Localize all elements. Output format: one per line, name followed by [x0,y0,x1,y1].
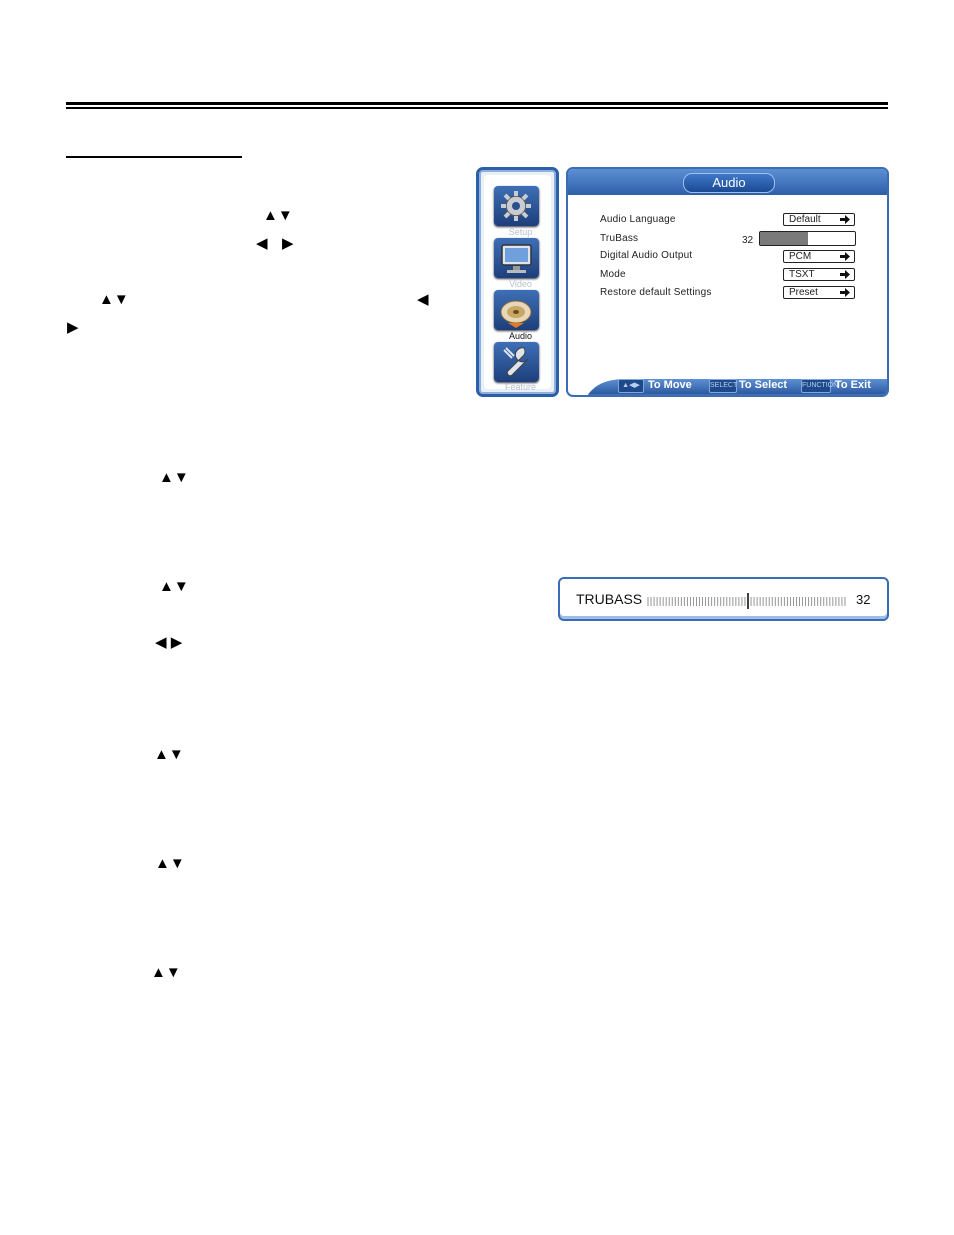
menu-item-audio[interactable] [494,290,539,330]
option-label-restore-default: Restore default Settings [600,287,712,298]
menu-item-feature[interactable] [494,342,539,382]
menu-label-video: Video [509,279,532,289]
trubass-level-ticks[interactable] [647,593,847,609]
digital-audio-output-value: PCM [789,251,812,262]
speaker-icon [494,290,539,330]
audio-panel-title: Audio [683,173,775,193]
left-arrow-icon: ◀ [417,291,429,308]
restore-default-selector[interactable] [783,286,855,299]
updown-arrows-icon: ▲▼ [155,855,185,872]
audio-language-value: Default [789,214,821,225]
section-heading-underline [66,156,242,158]
trubass-bar-label: TRUBASS [576,591,643,607]
updown-arrows-icon: ▲▼ [154,746,184,763]
digital-audio-output-selector[interactable] [783,250,855,263]
mode-selector[interactable] [783,268,855,281]
footer-exit-text: To Exit [835,379,871,391]
footer-move-text: To Move [648,379,692,391]
trubass-adjust-bar [558,577,889,621]
function-key-label: FUNCTION [801,379,831,393]
option-label-trubass: TruBass [600,233,639,244]
updown-arrows-icon: ▲▼ [151,964,181,981]
arrow-right-icon [840,270,850,279]
right-arrow-icon: ▶ [282,235,294,252]
updown-arrows-icon: ▲▼ [159,578,189,595]
trubass-slider[interactable] [759,231,856,246]
restore-default-value: Preset [789,287,818,298]
audio-settings-panel [566,167,889,397]
option-label-mode: Mode [600,269,626,280]
header-rule-top [66,102,888,105]
select-key-label: SELECT [709,379,737,393]
move-key-icon: ▲◀▶ [618,379,644,393]
gear-icon [494,186,539,226]
arrow-right-icon [840,215,850,224]
footer-select-text: To Select [739,379,788,391]
mode-value: TSXT [789,269,815,280]
menu-item-video[interactable] [494,238,539,278]
left-arrow-icon: ◀ [256,235,268,252]
trubass-value: 32 [742,235,754,246]
arrow-right-icon [840,252,850,261]
updown-arrows-icon: ▲▼ [99,291,129,308]
audio-language-selector[interactable] [783,213,855,226]
header-rule-bottom [66,107,888,109]
option-label-digital-audio-output: Digital Audio Output [600,250,693,261]
monitor-icon [494,238,539,278]
updown-arrows-icon: ▲▼ [263,207,293,224]
arrow-right-icon [840,288,850,297]
leftright-arrows-icon: ◀ ▶ [155,634,183,651]
right-arrow-icon: ▶ [67,319,79,336]
trubass-bar-value: 32 [856,592,871,607]
menu-label-audio: Audio [508,331,533,341]
trubass-slider-fill [760,232,808,245]
updown-arrows-icon: ▲▼ [159,469,189,486]
osd-icon-menu [476,167,559,397]
wrench-icon [494,342,539,382]
menu-item-setup[interactable] [494,186,539,226]
option-label-audio-language: Audio Language [600,214,676,225]
menu-label-setup: Setup [508,227,533,237]
menu-label-feature: Feature [504,382,537,392]
